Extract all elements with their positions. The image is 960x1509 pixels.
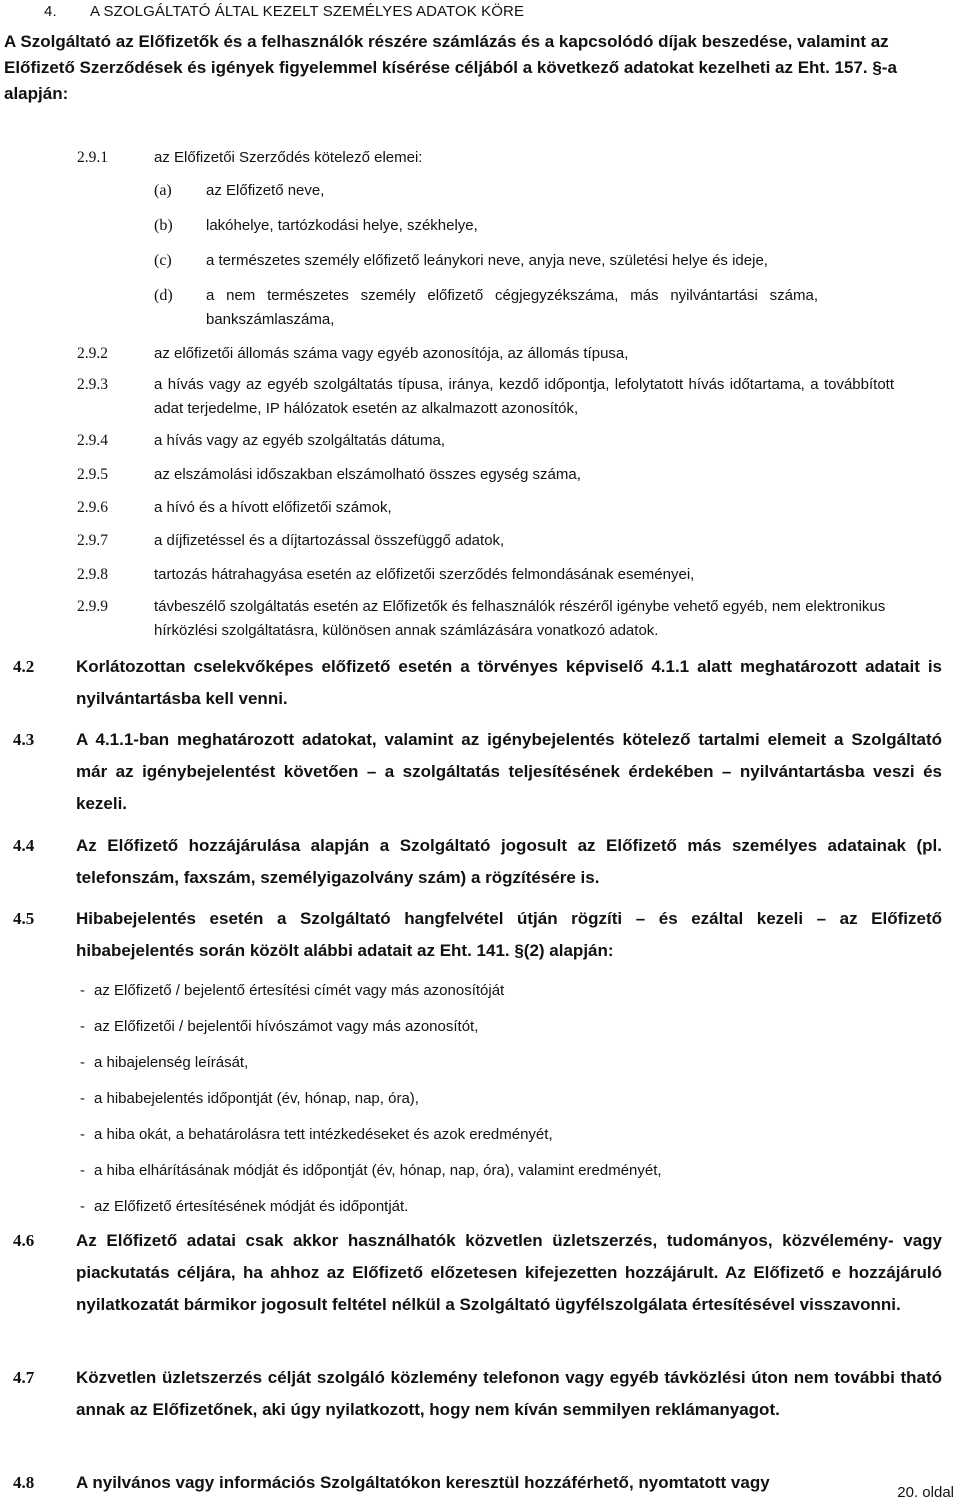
bullet-dash: - [80,1054,85,1071]
bullet-text: az Előfizető / bejelentő értesítési címét vagy más azonosítóját [94,982,505,999]
sub-item-text: lakóhelye, tartózkodási helye, székhelye, [206,217,478,234]
list-item [80,1160,662,1182]
item-number: 2.9.1 [77,149,108,166]
sub-item-label: (a) [154,182,172,199]
item-number: 2.9.4 [77,432,108,449]
section-heading [44,3,524,20]
bullet-dash: - [80,1162,85,1179]
item-number: 2.9.3 [77,376,108,393]
bullet-dash: - [80,1198,85,1215]
item-number: 2.9.5 [77,466,108,483]
item-number: 2.9.6 [77,499,108,516]
bullet-text: a hibabejelentés időpontját (év, hónap, nap, óra), [94,1090,419,1107]
section-text: A 4.1.1-ban meghatározott adatokat, valamint az igénybejelentés kötelező tartalmi elemeit a Szolgáltató már az igénybejelentést követően – a szolgáltatás teljesítésének érdekében – nyilvántartásba veszi és kezeli. [76,730,942,813]
list-item [80,1196,408,1218]
section-number: 4.4 [13,836,35,855]
sub-item-text: az Előfizető neve, [206,182,325,199]
section-number: 4.7 [13,1368,35,1387]
section-text: A nyilvános vagy információs Szolgáltatókon keresztül hozzáférhető, nyomtatott vagy [76,1473,770,1492]
item-text: távbeszélő szolgáltatás esetén az Előfizetők és felhasználók részéről igénybe vehető egyéb, nem elektronikus hírközlési szolgáltatásra, különösen annak számlázására vonatkozó adatok. [154,598,886,639]
bullet-dash: - [80,1126,85,1143]
bullet-dash: - [80,1018,85,1035]
section-text: Hibabejelentés esetén a Szolgáltató hangfelvétel útján rögzíti – és ezáltal kezeli – az Előfizető hibabejelentés során közölt alábbi adatait az Eht. 141. §(2) alapján: [76,909,942,960]
bullet-dash: - [80,1090,85,1107]
section-text: Az Előfizető hozzájárulása alapján a Szolgáltató jogosult az Előfizető más személyes adatainak (pl. telefonszám, faxszám, személyigazolvány szám) a rögzítésére is. [76,836,942,887]
item-text: az elszámolási időszakban elszámolható összes egység száma, [154,466,581,483]
bullet-text: a hibajelenség leírását, [94,1054,249,1071]
bullet-text: az Előfizetői / bejelentői hívószámot vagy más azonosítót, [94,1018,479,1035]
item-text: a hívás vagy az egyéb szolgáltatás típusa, iránya, kezdő időpontja, lefolytatott hívás időtartama, a továbbított adat terjedelme, IP hálózatok esetén az alkalmazott azonosítók, [154,376,894,417]
item-number: 2.9.9 [77,598,108,615]
section-number: 4.5 [13,909,35,928]
bullet-text: a hiba okát, a behatárolásra tett intézkedéseket és azok eredményét, [94,1126,553,1143]
item-number: 2.9.7 [77,532,108,549]
section-number: 4.3 [13,730,35,749]
section-number: 4.8 [13,1473,35,1492]
list-item [80,1088,419,1110]
item-text: a hívás vagy az egyéb szolgáltatás dátuma, [154,432,446,449]
item-text: az előfizetői állomás száma vagy egyéb azonosítója, az állomás típusa, [154,345,629,362]
section-heading-title: A SZOLGÁLTATÓ ÁLTAL KEZELT SZEMÉLYES ADATOK KÖRE [90,3,525,20]
bullet-dash: - [80,982,85,999]
section-text: Korlátozottan cselekvőképes előfizető esetén a törvényes képviselő 4.1.1 alatt meghatározott adatait is nyilvántartásba kell venni. [76,657,942,708]
item-number: 2.9.2 [77,345,108,362]
sub-item-text: a nem természetes személy előfizető cégjegyzékszáma, más nyilvántartási száma, bankszámlaszáma, [206,287,818,328]
section-number: 4.6 [13,1231,35,1250]
list-item [80,1124,553,1146]
item-text: az Előfizetői Szerződés kötelező elemei: [154,149,423,166]
item-text: a hívó és a hívott előfizetői számok, [154,499,392,516]
sub-item-label: (c) [154,252,172,269]
intro-paragraph: A Szolgáltató az Előfizetők és a felhasználók részére számlázás és a kapcsolódó díjak beszedése, valamint az Előfizető Szerződések és igények figyelemmel kísérése céljából a következő adatokat kezelheti az Eht. 157. §-a alapján: [4,32,897,103]
sub-item-label: (b) [154,217,173,234]
item-text: tartozás hátrahagyása esetén az előfizetői szerződés felmondásának eseményei, [154,566,695,583]
list-item [80,1016,478,1038]
section-text: Az Előfizető adatai csak akkor használhatók közvetlen üzletszerzés, tudományos, közvélemény- vagy piackutatás céljára, ha ahhoz az Előfizető előzetesen kifejezetten hozzájárult. Az Előfizető e hozzájáruló nyilatkozatát bármikor jogosult feltétel nélkül a Szolgáltató ügyfélszolgálata értesítésével visszavonni. [76,1231,942,1314]
list-item [80,1052,248,1074]
section-text: Közvetlen üzletszerzés célját szolgáló közlemény telefonon vagy egyéb távközlési úton nem további tható annak az Előfizetőnek, aki úgy nyilatkozott, hogy nem kíván semmilyen reklámanyagot. [76,1368,942,1419]
list-item [80,980,504,1002]
section-number: 4.2 [13,657,35,676]
bullet-text: a hiba elhárításának módját és időpontját (év, hónap, nap, óra), valamint eredményét, [94,1162,662,1179]
sub-item-label: (d) [154,287,173,304]
item-text: a díjfizetéssel és a díjtartozással összefüggő adatok, [154,532,505,549]
bullet-text: az Előfizető értesítésének módját és időpontját. [94,1198,409,1215]
page-number: 20. oldal [897,1484,954,1501]
sub-item-text: a természetes személy előfizető leánykori neve, anyja neve, születési helye és ideje, [206,252,768,269]
item-number: 2.9.8 [77,566,108,583]
section-heading-number: 4. [44,3,57,20]
